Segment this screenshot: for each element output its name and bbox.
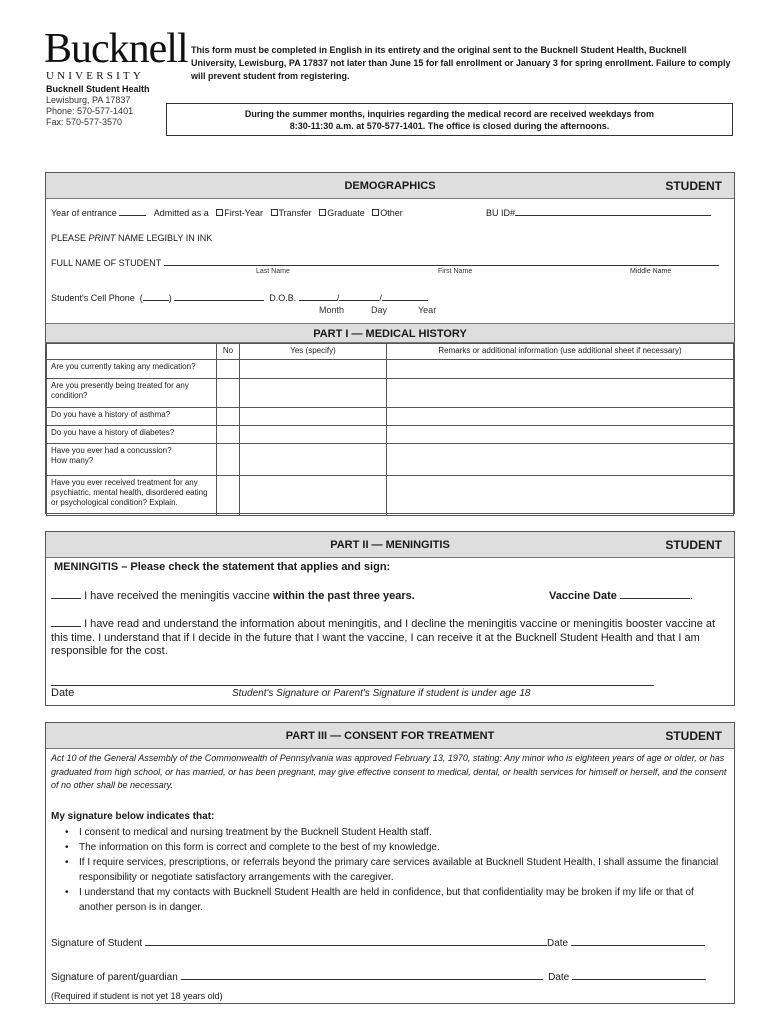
consent-bullets [51,825,731,915]
graduate-checkbox[interactable] [319,209,326,216]
summer-hours-box [166,103,733,136]
dob-day-caption: Day [371,305,388,315]
concussion-yes-cell[interactable] [240,444,387,476]
year-admitted-row [51,207,403,218]
consent-bullet: • I consent to medical and nursing treatment by the Bucknell Student Health staff. [51,825,731,840]
student-date-field[interactable] [571,936,705,946]
office-city: Lewisburg, PA 17837 [46,95,131,105]
dob-year-field[interactable] [382,292,428,301]
table-row [47,408,734,426]
consent-bullet: • The information on this form is correct and complete to the best of my knowledge. [51,840,731,855]
demographics-student-tag: STUDENT [665,179,722,193]
question-asthma: Do you have a history of asthma? [47,408,217,426]
diabetes-remarks-cell[interactable] [387,426,734,444]
cell-phone-field[interactable] [174,292,264,301]
part3-body [46,749,734,1003]
office-name: Bucknell Student Health [46,84,150,94]
question-diabetes: Do you have a history of diabetes? [47,426,217,444]
demographics-fields [46,199,734,323]
table-row [47,476,734,516]
parent-signature-row [51,970,706,983]
student-signature-row [51,936,705,949]
received-vaccine-emphasis: within the past three years. [273,590,415,602]
office-address [46,84,150,128]
bu-id-label: BU ID# [486,208,516,218]
parent-signature-field[interactable] [181,970,543,980]
graduate-option: Graduate [327,208,365,218]
print-instruction-emphasis: PRINT [88,233,116,243]
demographics-section [45,172,735,514]
received-vaccine-text: I have received the meningitis vaccine [84,590,273,602]
psychiatric-yes-cell[interactable] [240,476,387,516]
first-name-caption: First Name [438,268,473,275]
psychiatric-remarks-cell[interactable] [387,476,734,516]
dob-year-caption: Year [418,305,437,315]
signature-intro: My signature below indicates that: [51,811,215,822]
admitted-label: Admitted as a [153,208,209,218]
table-row [47,426,734,444]
decline-statement [51,617,723,659]
part2-body [46,558,734,705]
concussion-remarks-cell[interactable] [387,444,734,476]
part3-section [45,722,735,1004]
medication-no-cell[interactable] [217,360,240,379]
office-fax: Fax: 570-577-3570 [46,117,123,127]
transfer-option: Transfer [278,208,312,218]
treatment-yes-cell[interactable] [240,379,387,408]
no-column-header: No [217,344,240,360]
other-checkbox[interactable] [372,209,379,216]
middle-name-caption: Middle Name [630,268,672,275]
table-row [47,360,734,379]
consent-bullet: • If I require services, prescriptions, or referrals beyond the primary care services available at Bucknell Student Health, I shall assume the financial responsibility or negotiate satisfactory arrangements with the caregiver. [51,855,731,885]
demographics-header [46,173,734,199]
other-option: Other [380,208,403,218]
psychiatric-no-cell[interactable] [217,476,240,516]
meningitis-instruction: MENINGITIS – Please check the statement that applies and sign: [54,561,391,573]
print-instruction-post: NAME LEGIBLY IN INK [115,233,213,243]
part1-title: PART I — MEDICAL HISTORY [313,328,467,340]
table-row [47,379,734,408]
first-year-checkbox[interactable] [216,209,223,216]
treatment-remarks-cell[interactable] [387,379,734,408]
bu-id-row [486,207,711,218]
summer-hours-line-1: During the summer months, inquiries regarding the medical record are received weekdays from [244,109,655,119]
full-name-label: FULL NAME OF STUDENT [51,258,162,268]
diabetes-yes-cell[interactable] [240,426,387,444]
full-name-field[interactable] [164,257,719,266]
cell-dob-row: Student's Cell Phone ( ) D.O.B. / / [51,292,428,303]
question-medication: Are you currently taking any medication? [47,360,217,379]
part3-header [46,723,734,749]
parent-signature-label: Signature of parent/guardian [51,972,178,983]
consent-bullet: • I understand that my contacts with Bucknell Student Health are held in confidence, but that confidentiality may be broken if my life or that of another person is in danger. [51,885,731,915]
part3-title: PART III — CONSENT FOR TREATMENT [285,730,495,742]
part1-header [46,323,734,343]
medication-yes-cell[interactable] [240,360,387,379]
year-of-entrance-field[interactable] [119,207,146,216]
received-vaccine-row [51,589,415,602]
first-year-option: First-Year [224,208,263,218]
question-concussion: Have you ever had a concussion? How many? [47,444,217,476]
part2-section [45,531,735,706]
treatment-no-cell[interactable] [217,379,240,408]
vaccine-date-field[interactable] [620,589,690,599]
asthma-yes-cell[interactable] [240,408,387,426]
required-note: (Required if student is not yet 18 years old) [51,991,223,1001]
meningitis-signature-line[interactable] [51,685,654,686]
remarks-column-header: Remarks or additional information (use additional sheet if necessary) [387,344,734,360]
parent-date-field[interactable] [572,970,706,980]
transfer-checkbox[interactable] [271,209,278,216]
dob-month-field[interactable] [299,292,337,301]
part3-student-tag: STUDENT [665,729,722,743]
bucknell-logo-university: UNIVERSITY [46,70,144,82]
demographics-title: DEMOGRAPHICS [344,180,436,192]
last-name-caption: Last Name [256,268,290,275]
cell-phone-label: Student's Cell Phone [51,293,135,303]
dob-day-field[interactable] [339,292,379,301]
summer-hours-line-2: 8:30-11:30 a.m. at 570-577-1401. The office is closed during the afternoons. [289,121,610,131]
decline-check-field[interactable] [51,617,81,627]
part2-header [46,532,734,558]
part2-student-tag: STUDENT [665,538,722,552]
asthma-no-cell[interactable] [217,408,240,426]
question-column-header [47,344,217,360]
student-date-label: Date [546,938,569,949]
print-instruction-pre: PLEASE [51,233,89,243]
question-treatment: Are you presently being treated for any condition? [47,379,217,408]
meningitis-date-label: Date [51,687,75,699]
vaccine-date-row: Vaccine Date . [549,590,693,602]
concussion-no-cell[interactable] [217,444,240,476]
submission-notice: This form must be completed in English in its entirety and the original sent to the Bucknell Student Health, Bucknell University, Lewisburg, PA 17837 not later than June 15 for fall enrollment or January 3 for spring enrollment. Failure to comply will prevent student from registering. [191,45,731,81]
asthma-remarks-cell[interactable] [387,408,734,426]
meningitis-signature-label: Student's Signature or Parent's Signature if student is under age 18 [232,688,531,699]
year-of-entrance-label: Year of entrance [51,208,117,218]
part2-title: PART II — MENINGITIS [330,539,450,551]
student-signature-label: Signature of Student [51,938,143,949]
table-row [47,444,734,476]
question-psychiatric: Have you ever received treatment for any psychiatric, mental health, disordered eating or psychological condition? Explain. [47,476,217,516]
diabetes-no-cell[interactable] [217,426,240,444]
parent-date-label: Date [548,972,570,983]
student-signature-field[interactable] [145,936,547,946]
vaccine-date-label: Vaccine Date [549,590,617,602]
dob-label: D.O.B. [269,293,297,303]
table-header-row [47,344,734,360]
bucknell-logo-wordmark: Bucknell [44,26,188,72]
full-name-row [51,257,719,268]
decline-text: I have read and understand the information about meningitis, and I decline the meningitis vaccine or meningitis booster vaccine at this time. I understand that if I decide in the future that I want the vaccine, I can receive it at the Bucknell Student Health and that I am responsible for the cost. [51,618,716,657]
print-instruction [51,233,212,243]
act-10-text: Act 10 of the General Assembly of the Commonwealth of Pennsylvania was approved February 13, 1970, stating: Any minor who is eighteen years of age or older, or has graduated from high school, or has married, or has been pregnant, may give effective consent to medical, dental, or health services for himself or herself, and the consent of no other shall be necessary. [51,753,727,790]
received-vaccine-check-field[interactable] [51,589,81,599]
bu-id-field[interactable] [515,207,711,216]
cell-area-code-field[interactable] [143,292,169,301]
dob-month-caption: Month [319,305,345,315]
yes-column-header: Yes (specify) [240,344,387,360]
medication-remarks-cell[interactable] [387,360,734,379]
medical-history-table [46,343,734,516]
office-phone: Phone: 570-577-1401 [46,106,134,116]
